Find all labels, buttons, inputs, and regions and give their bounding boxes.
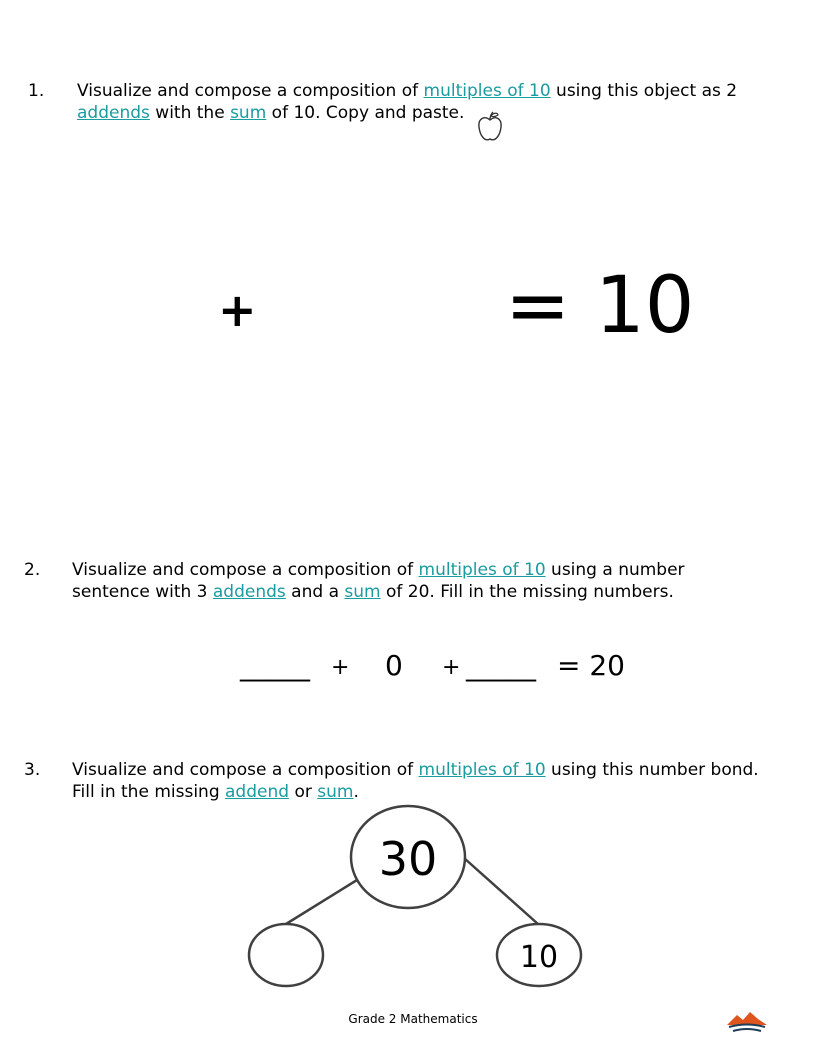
q2-prompt: Visualize and compose a composition of multiples of 10 using a number sentence with 3 addends and a sum of 20. Fill in the missing numbers. (72, 560, 685, 602)
q2-number: 2. (24, 560, 41, 580)
q1-plus: + (218, 283, 257, 337)
q2-result: = 20 (557, 649, 625, 682)
link-sum[interactable]: sum (230, 103, 267, 123)
bond-part-right-value: 10 (519, 940, 559, 975)
q2-blank-2[interactable]: _____ (466, 649, 536, 682)
q3-number: 3. (24, 760, 41, 780)
link-multiples-of-10[interactable]: multiples of 10 (418, 760, 546, 780)
link-sum[interactable]: sum (317, 782, 354, 802)
q3-prompt: Visualize and compose a composition of multiples of 10 using this number bond. Fill in the missing addend or sum. (72, 760, 759, 802)
q2-middle-addend: 0 (385, 649, 403, 682)
link-addends[interactable]: addends (77, 103, 150, 123)
link-addend[interactable]: addend (225, 782, 290, 802)
link-multiples-of-10[interactable]: multiples of 10 (423, 81, 551, 101)
link-sum[interactable]: sum (344, 582, 381, 602)
apple-icon[interactable] (476, 110, 504, 144)
bond-line-right (464, 858, 538, 924)
q1-prompt: Visualize and compose a composition of multiples of 10 using this object as 2 addends with the sum of 10. Copy and paste. (77, 81, 738, 123)
mountain-logo-icon (725, 1008, 769, 1034)
link-multiples-of-10[interactable]: multiples of 10 (418, 560, 546, 580)
bond-whole-value: 30 (378, 832, 438, 886)
footer-label: Grade 2 Mathematics (348, 1012, 478, 1026)
q2-plus-2: + (442, 655, 461, 680)
number-bond (240, 800, 590, 995)
q1-number: 1. (28, 81, 45, 101)
q2-plus-1: + (331, 655, 350, 680)
q2-blank-1[interactable]: _____ (240, 649, 310, 682)
bond-line-left (286, 880, 357, 924)
bond-part-left-circle (249, 924, 323, 986)
q1-equation-result: = 10 (505, 261, 695, 351)
link-addends[interactable]: addends (212, 582, 286, 602)
